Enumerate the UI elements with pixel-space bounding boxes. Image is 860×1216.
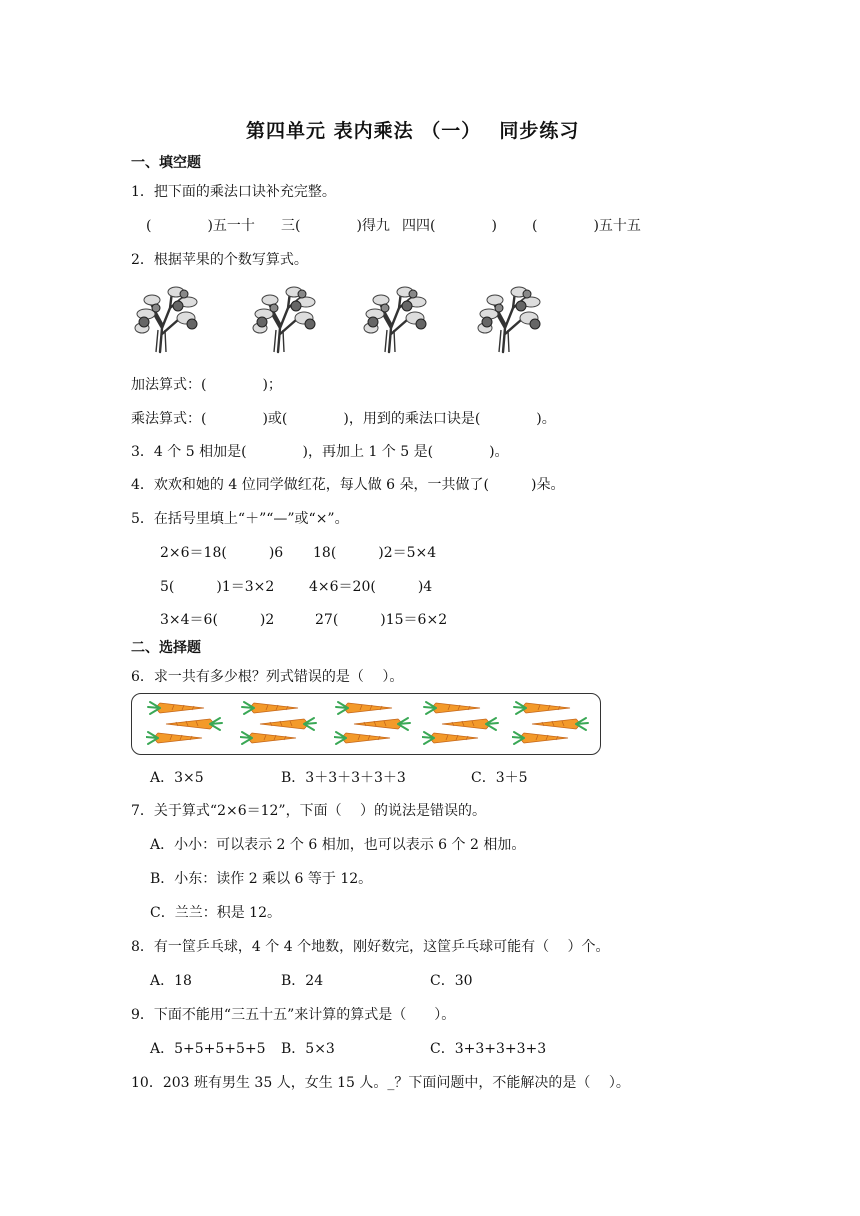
carrot-picture-box: [131, 693, 601, 755]
carrot-icon: [240, 700, 318, 748]
page-title: 第四单元 表内乘法 （一） 同步练习: [246, 120, 580, 142]
q5-item: 18( )2＝5×4: [313, 545, 437, 561]
carrot-icon: [512, 700, 590, 748]
q6-option-b: B．3＋3＋3＋3＋3: [281, 770, 406, 786]
apple-tree-icon: [250, 284, 322, 354]
q6-option-c: C．3＋5: [471, 770, 528, 786]
q9-option-b: B．5×3: [281, 1041, 335, 1057]
question-7-text: 7．关于算式“2×6＝12”，下面（ ）的说法是错误的。: [131, 803, 487, 819]
question-4-text: 4．欢欢和她的 4 位同学做红花，每人做 6 朵，一共做了( )朵。: [131, 477, 565, 493]
q5-item: 5( )1＝3×2: [160, 579, 275, 595]
q5-item: 2×6＝18( )6: [160, 545, 284, 561]
q8-option-b: B．24: [281, 973, 324, 989]
question-2-text: 2．根据苹果的个数写算式。: [131, 252, 308, 268]
carrot-icon: [334, 700, 412, 748]
q9-option-c: C．3+3+3+3+3: [430, 1041, 547, 1057]
carrot-icon: [422, 700, 500, 748]
q8-option-a: A．18: [150, 973, 192, 989]
q2-addition-line: 加法算式：( )；: [131, 377, 282, 393]
question-5-text: 5．在括号里填上“＋”“—”或“×”。: [131, 511, 349, 527]
carrot-icon: [146, 700, 224, 748]
apple-tree-icon: [361, 284, 433, 354]
q8-option-c: C．30: [430, 973, 473, 989]
q1-blank-3: 四四( ): [402, 218, 497, 234]
section-heading-fill-in: 一、填空题: [131, 155, 201, 171]
question-3-text: 3．4 个 5 相加是( )，再加上 1 个 5 是( )。: [131, 444, 509, 460]
q2-multiplication-line: 乘法算式：( )或( )，用到的乘法口诀是( )。: [131, 411, 556, 427]
question-6-text: 6．求一共有多少根？列式错误的是（ ）。: [131, 669, 404, 685]
q5-item: 4×6＝20( )4: [309, 579, 433, 595]
q5-item: 27( )15＝6×2: [315, 612, 448, 628]
q7-option-b: B．小东：读作 2 乘以 6 等于 12。: [150, 871, 373, 887]
apple-tree-icon: [132, 284, 204, 354]
apple-tree-icon: [475, 284, 547, 354]
question-8-text: 8．有一筐乒乓球，4 个 4 个地数，刚好数完，这筐乒乓球可能有（ ）个。: [131, 939, 610, 955]
question-9-text: 9．下面不能用“三五十五”来计算的算式是（ ）。: [131, 1007, 456, 1023]
question-10-text: 10．203 班有男生 35 人，女生 15 人。_？下面问题中，不能解决的是（ ）。: [131, 1075, 630, 1091]
q9-option-a: A．5+5+5+5+5: [150, 1041, 266, 1057]
q1-blank-4: ( )五十五: [532, 218, 641, 234]
q5-item: 3×4＝6( )2: [160, 612, 275, 628]
q1-blank-2: 三( )得九: [281, 218, 390, 234]
question-1-text: 1．把下面的乘法口诀补充完整。: [131, 184, 336, 200]
section-heading-multiple-choice: 二、选择题: [131, 640, 201, 656]
q6-option-a: A．3×5: [150, 770, 204, 786]
q7-option-a: A．小小：可以表示 2 个 6 相加，也可以表示 6 个 2 相加。: [150, 837, 526, 853]
q1-blank-1: ( )五一十: [146, 218, 255, 234]
q7-option-c: C．兰兰：积是 12。: [150, 905, 281, 921]
